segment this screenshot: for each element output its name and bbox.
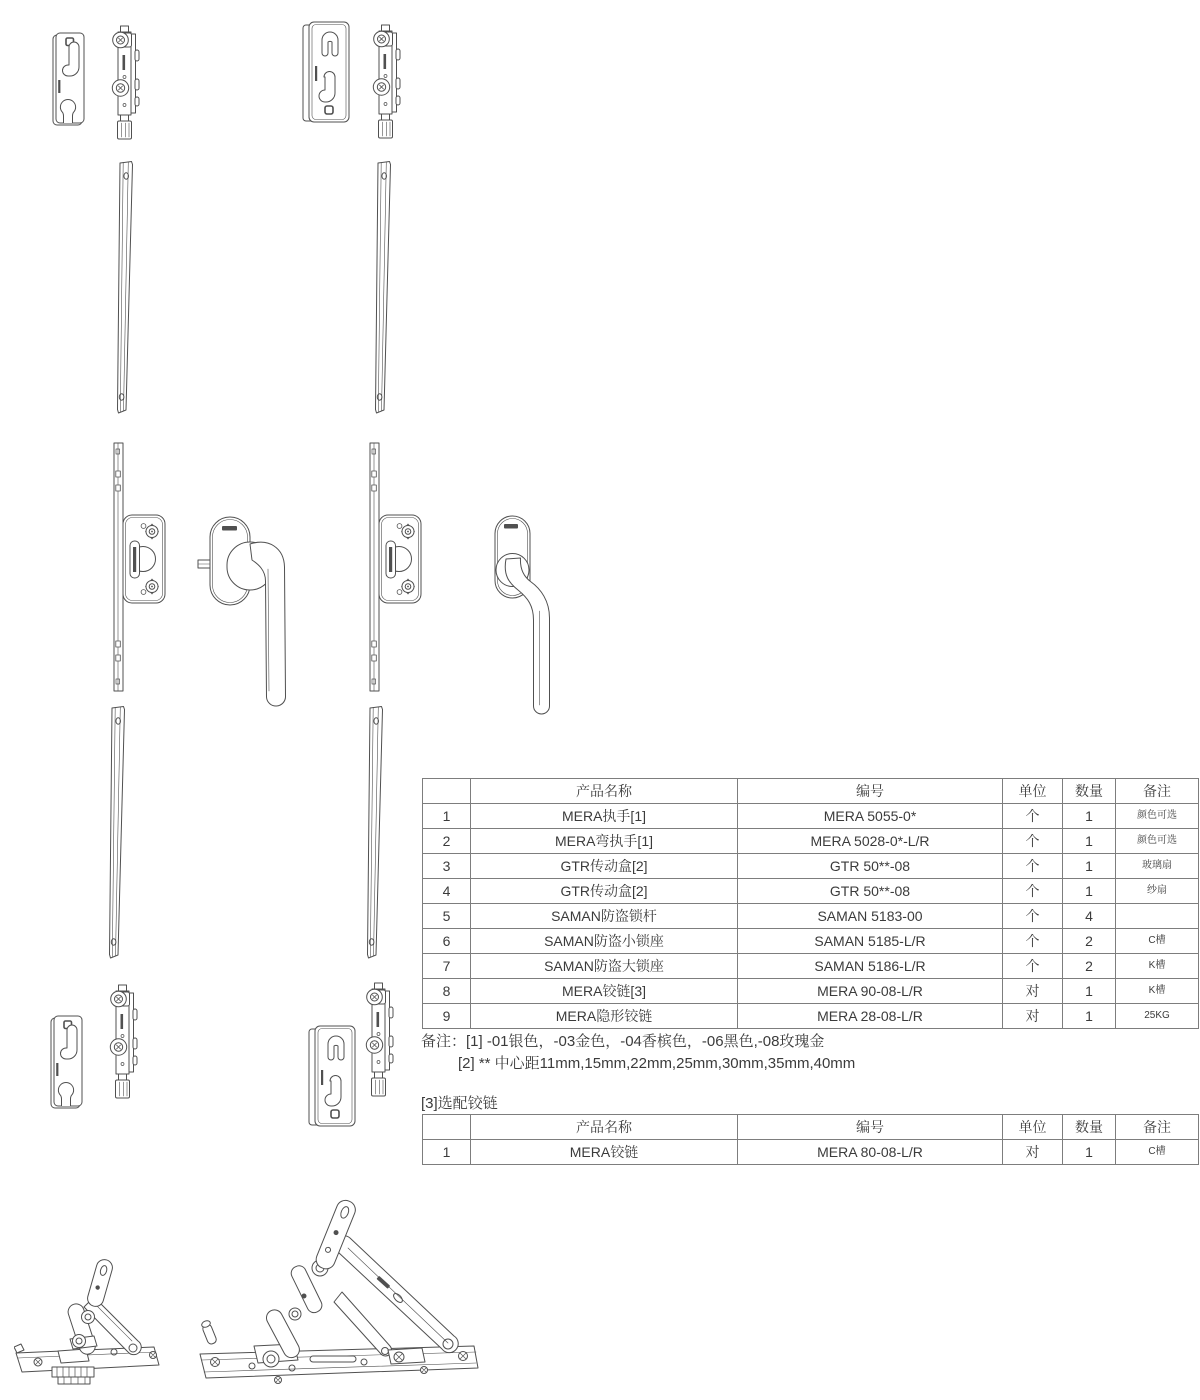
header-quantity: 数量	[1063, 779, 1116, 804]
optional-hinge-label: [3]选配铰链	[421, 1095, 498, 1112]
header-quantity: 数量	[1063, 1115, 1116, 1140]
header-index	[423, 1115, 471, 1140]
header-part-number: 编号	[738, 779, 1003, 804]
drawing-gtr-gearbox-glass-sash	[114, 443, 165, 691]
drawing-mera-concealed-hinge	[200, 1198, 478, 1384]
header-remark: 备注	[1116, 779, 1199, 804]
header-product-name: 产品名称	[471, 779, 738, 804]
table-row: 4 GTR传动盒[2] GTR 50**-08 个 1 纱扇	[423, 879, 1199, 904]
header-product-name: 产品名称	[471, 1115, 738, 1140]
drawing-saman-lock-rod-2	[373, 25, 400, 138]
drawing-mera-bent-handle	[495, 516, 550, 714]
table-row: 5 SAMAN防盗锁杆 SAMAN 5183-00 个 4	[423, 904, 1199, 929]
parts-table	[422, 778, 1199, 1029]
drawing-saman-large-keeper-1	[303, 22, 349, 122]
table-row: 1 MERA铰链 MERA 80-08-L/R 对 1 C槽	[423, 1140, 1199, 1165]
drawing-mera-hinge	[14, 1258, 159, 1384]
drawing-transmission-bar-1	[118, 162, 133, 414]
header-remark: 备注	[1116, 1115, 1199, 1140]
table-row: 6 SAMAN防盗小锁座 SAMAN 5185-L/R 个 2 C槽	[423, 929, 1199, 954]
drawing-gtr-gearbox-screen-sash	[370, 443, 421, 691]
optional-hinge-table	[422, 1114, 1199, 1165]
table-row: 2 MERA弯执手[1] MERA 5028-0*-L/R 个 1 颜色可选	[423, 829, 1199, 854]
notes-line-2: [2] ** 中心距11mm,15mm,22mm,25mm,30mm,35mm,40mm	[458, 1055, 856, 1072]
header-part-number: 编号	[738, 1115, 1003, 1140]
drawing-transmission-bar-4	[368, 707, 383, 959]
table-header-row	[423, 779, 1199, 804]
table-row: 7 SAMAN防盗大锁座 SAMAN 5186-L/R 个 2 K槽	[423, 954, 1199, 979]
drawing-transmission-bar-2	[376, 162, 391, 414]
header-unit: 单位	[1003, 779, 1063, 804]
table-header-row	[423, 1115, 1199, 1140]
drawing-saman-large-keeper-2	[309, 1026, 355, 1126]
drawing-mera-straight-handle	[198, 517, 286, 706]
drawing-saman-small-keeper-2	[51, 1016, 82, 1108]
drawing-saman-small-keeper-1	[53, 33, 84, 125]
header-index	[423, 779, 471, 804]
table-row: 3 GTR传动盒[2] GTR 50**-08 个 1 玻璃扇	[423, 854, 1199, 879]
drawing-saman-lock-rod-1	[112, 26, 139, 139]
header-unit: 单位	[1003, 1115, 1063, 1140]
table-row: 8 MERA铰链[3] MERA 90-08-L/R 对 1 K槽	[423, 979, 1199, 1004]
drawing-saman-lock-rod-3	[110, 985, 137, 1098]
notes-line-1: 备注：[1] -01银色，-03金色，-04香槟色，-06黑色,-08玫瑰金	[421, 1033, 825, 1050]
table-row: 9 MERA隐形铰链 MERA 28-08-L/R 对 1 25KG	[423, 1004, 1199, 1029]
table-row: 1 MERA执手[1] MERA 5055-0* 个 1 颜色可选	[423, 804, 1199, 829]
drawing-transmission-bar-3	[110, 707, 125, 959]
drawing-saman-lock-rod-4	[366, 983, 393, 1096]
